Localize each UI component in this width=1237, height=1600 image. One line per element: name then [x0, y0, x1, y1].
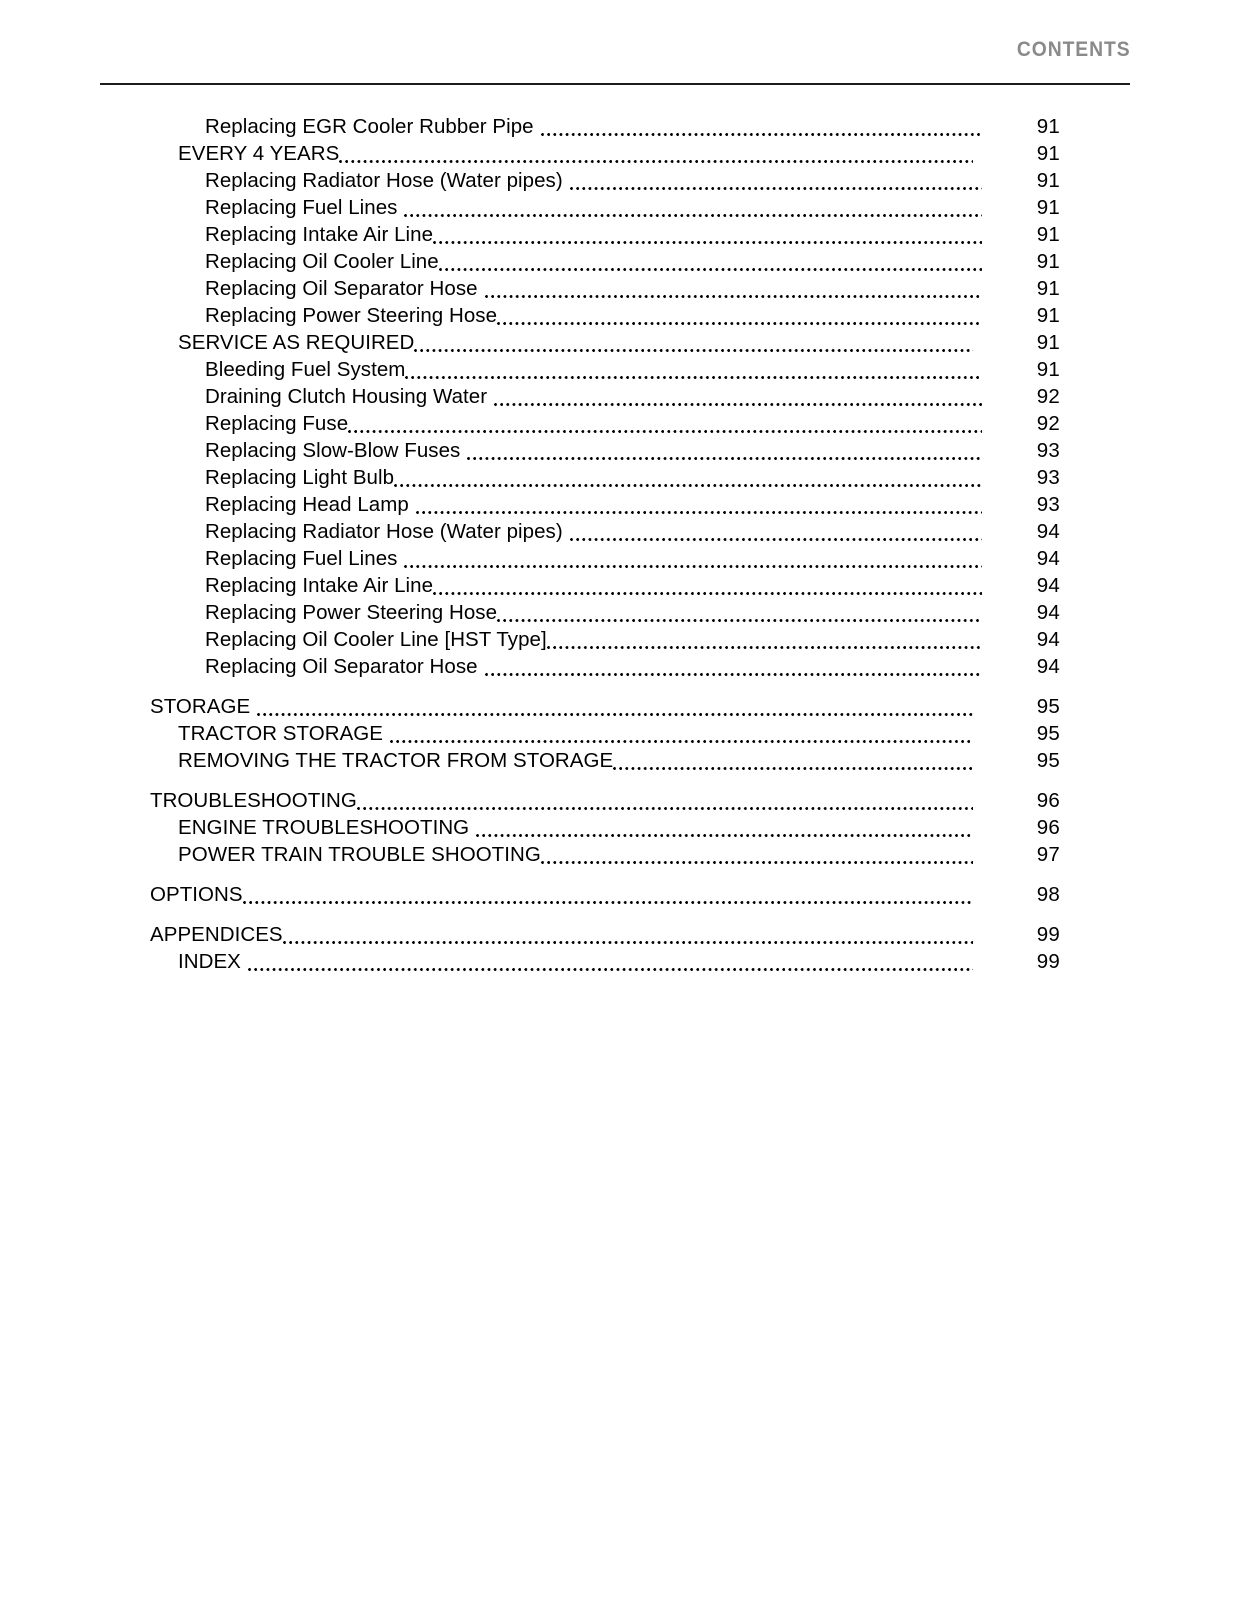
toc-entry-label: Draining Clutch Housing Water — [205, 385, 488, 408]
toc-entry[interactable] — [0, 948, 1237, 975]
toc-entry-page-number: 91 — [1036, 142, 1060, 165]
toc-entry-page-number: 97 — [1036, 843, 1060, 866]
toc-entry[interactable] — [0, 113, 1237, 140]
toc-leader-dots — [541, 120, 982, 140]
toc-entry[interactable] — [0, 921, 1237, 948]
toc-entry[interactable] — [0, 410, 1237, 437]
toc-entry-label: Replacing Intake Air Line — [205, 223, 434, 246]
toc-leader-dots — [485, 660, 982, 680]
toc-entry-page-number: 91 — [1036, 277, 1060, 300]
toc-entry-label: Replacing Slow-Blow Fuses — [205, 439, 461, 462]
toc-entry[interactable] — [0, 329, 1237, 356]
toc-entry-label: OPTIONS — [150, 883, 243, 906]
toc-entry[interactable] — [0, 693, 1237, 720]
header-rule-divider — [100, 83, 1130, 85]
toc-entry-page-number: 91 — [1036, 304, 1060, 327]
toc-entry-page-number: 94 — [1036, 655, 1060, 678]
toc-entry-label: INDEX — [178, 950, 241, 973]
toc-entry-label: TROUBLESHOOTING — [150, 789, 357, 812]
toc-leader-dots — [497, 309, 982, 329]
toc-leader-dots — [570, 174, 982, 194]
toc-entry-label: EVERY 4 YEARS — [178, 142, 340, 165]
toc-entry[interactable] — [0, 437, 1237, 464]
toc-entry[interactable] — [0, 626, 1237, 653]
toc-entry-label: REMOVING THE TRACTOR FROM STORAGE — [178, 749, 614, 772]
toc-entry[interactable] — [0, 841, 1237, 868]
toc-entry-page-number: 91 — [1036, 196, 1060, 219]
toc-leader-dots — [348, 417, 982, 437]
toc-entry-label: TRACTOR STORAGE — [178, 722, 384, 745]
toc-leader-dots — [416, 498, 982, 518]
toc-entry-label: Replacing Head Lamp — [205, 493, 409, 516]
toc-entry-page-number: 99 — [1036, 950, 1060, 973]
table-of-contents — [0, 113, 1237, 975]
toc-entry-page-number: 94 — [1036, 520, 1060, 543]
toc-entry[interactable] — [0, 787, 1237, 814]
toc-entry-label: Replacing Light Bulb — [205, 466, 395, 489]
toc-entry-page-number: 91 — [1036, 223, 1060, 246]
toc-entry-page-number: 95 — [1036, 695, 1060, 718]
toc-leader-dots — [613, 754, 982, 774]
toc-entry[interactable] — [0, 814, 1237, 841]
toc-entry-label: Replacing Fuel Lines — [205, 196, 398, 219]
toc-leader-dots — [494, 390, 982, 410]
toc-leader-dots — [485, 282, 982, 302]
toc-entry[interactable] — [0, 248, 1237, 275]
toc-entry[interactable] — [0, 747, 1237, 774]
toc-entry-label: POWER TRAIN TROUBLE SHOOTING — [178, 843, 541, 866]
toc-entry[interactable] — [0, 383, 1237, 410]
toc-entry-page-number: 92 — [1036, 412, 1060, 435]
toc-entry-page-number: 94 — [1036, 574, 1060, 597]
toc-entry-page-number: 94 — [1036, 601, 1060, 624]
toc-entry-label: Replacing Oil Separator Hose — [205, 277, 478, 300]
toc-entry[interactable] — [0, 464, 1237, 491]
toc-entry[interactable] — [0, 275, 1237, 302]
toc-leader-dots — [497, 606, 982, 626]
toc-entry[interactable] — [0, 194, 1237, 221]
toc-entry-label: SERVICE AS REQUIRED — [178, 331, 415, 354]
toc-entry-page-number: 91 — [1036, 331, 1060, 354]
running-header — [100, 38, 1130, 72]
toc-leader-dots — [467, 444, 982, 464]
toc-leader-dots — [541, 848, 982, 868]
toc-leader-dots — [390, 727, 982, 747]
toc-leader-dots — [243, 888, 982, 908]
toc-entry-label: Replacing Radiator Hose (Water pipes) — [205, 520, 563, 543]
toc-leader-dots — [248, 955, 982, 975]
toc-entry-label: Replacing Fuel Lines — [205, 547, 398, 570]
toc-entry[interactable] — [0, 572, 1237, 599]
toc-entry-label: Replacing Oil Cooler Line [HST Type] — [205, 628, 547, 651]
toc-entry[interactable] — [0, 140, 1237, 167]
toc-entry[interactable] — [0, 221, 1237, 248]
toc-entry[interactable] — [0, 599, 1237, 626]
toc-entry-page-number: 93 — [1036, 466, 1060, 489]
page-title: CONTENTS — [1016, 38, 1130, 61]
toc-entry[interactable] — [0, 491, 1237, 518]
toc-entry[interactable] — [0, 545, 1237, 572]
toc-entry-page-number: 98 — [1036, 883, 1060, 906]
toc-entry-page-number: 95 — [1036, 749, 1060, 772]
toc-leader-dots — [357, 794, 982, 814]
toc-leader-dots — [433, 228, 982, 248]
toc-entry[interactable] — [0, 302, 1237, 329]
toc-entry-label: ENGINE TROUBLESHOOTING — [178, 816, 470, 839]
toc-entry-label: Replacing Power Steering Hose — [205, 304, 498, 327]
toc-leader-dots — [257, 700, 982, 720]
toc-entry-page-number: 91 — [1036, 169, 1060, 192]
toc-leader-dots — [439, 255, 982, 275]
toc-entry[interactable] — [0, 518, 1237, 545]
toc-entry[interactable] — [0, 881, 1237, 908]
toc-entry-label: APPENDICES — [150, 923, 283, 946]
toc-entry-label: Replacing Fuse — [205, 412, 349, 435]
toc-entry[interactable] — [0, 720, 1237, 747]
toc-leader-dots — [394, 471, 982, 491]
toc-leader-dots — [283, 928, 982, 948]
toc-leader-dots — [405, 363, 982, 383]
toc-entry[interactable] — [0, 167, 1237, 194]
toc-entry-page-number: 91 — [1036, 250, 1060, 273]
toc-leader-dots — [414, 336, 982, 356]
toc-entry-page-number: 91 — [1036, 115, 1060, 138]
toc-leader-dots — [433, 579, 982, 599]
toc-leader-dots — [570, 525, 982, 545]
toc-entry-label: Replacing EGR Cooler Rubber Pipe — [205, 115, 534, 138]
toc-entry[interactable] — [0, 356, 1237, 383]
toc-entry-page-number: 96 — [1036, 816, 1060, 839]
toc-entry-page-number: 96 — [1036, 789, 1060, 812]
toc-leader-dots — [339, 147, 982, 167]
toc-entry-label: Replacing Oil Separator Hose — [205, 655, 478, 678]
toc-entry-page-number: 93 — [1036, 439, 1060, 462]
toc-entry-page-number: 94 — [1036, 628, 1060, 651]
toc-leader-dots — [404, 201, 982, 221]
toc-entry-label: STORAGE — [150, 695, 251, 718]
toc-entry-page-number: 94 — [1036, 547, 1060, 570]
toc-entry-page-number: 99 — [1036, 923, 1060, 946]
toc-entry-page-number: 91 — [1036, 358, 1060, 381]
toc-leader-dots — [404, 552, 982, 572]
toc-entry-label: Bleeding Fuel System — [205, 358, 406, 381]
toc-entry-page-number: 93 — [1036, 493, 1060, 516]
toc-entry-page-number: 92 — [1036, 385, 1060, 408]
toc-leader-dots — [547, 633, 982, 653]
toc-entry-page-number: 95 — [1036, 722, 1060, 745]
toc-entry[interactable] — [0, 653, 1237, 680]
toc-entry-label: Replacing Intake Air Line — [205, 574, 434, 597]
toc-entry-label: Replacing Oil Cooler Line — [205, 250, 439, 273]
toc-leader-dots — [476, 821, 982, 841]
toc-entry-label: Replacing Power Steering Hose — [205, 601, 498, 624]
toc-entry-label: Replacing Radiator Hose (Water pipes) — [205, 169, 563, 192]
